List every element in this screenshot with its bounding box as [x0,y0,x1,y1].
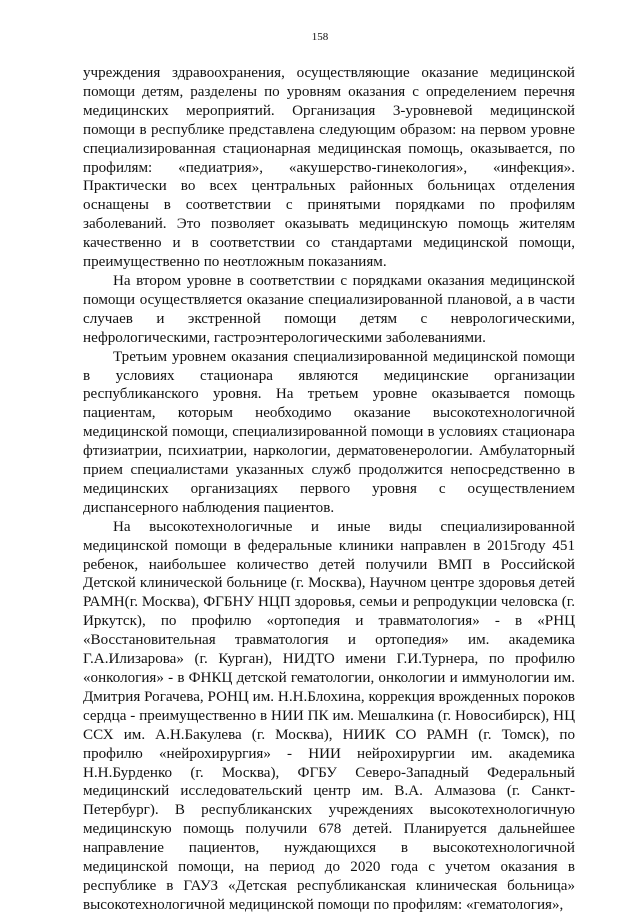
paragraph-1: учреждения здравоохранения, осуществляющие оказание медицинской помощи детям, разделены по уровням оказания с определением перечня медицинских мероприятий. Организация 3-уровневой медицинской помощи в республике представлена следующим образом: на первом уровне специализированная стационарная медицинская помощь, оказывается, по профилям: «педиатрия», «акушерство-гинекология», «инфекция». Практически во всех центральных районных больницах отделения оснащены в соответствии с принятыми порядками по профилям заболеваний. Это позволяет оказывать медицинскую помощь жителям качественно и в соответствии со стандартами медицинской помощи, преимущественно по неотложным показаниям. [83,65,575,271]
paragraph-3: Третьим уровнем оказания специализированной медицинской помощи в условиях стационара являются медицинские организации республиканского уровня. На третьем уровне оказывается помощь пациентам, которым необходимо оказание высокотехнологичной медицинской помощи, специализированной помощи в условиях стационара фтизиатрии, психиатрии, наркологии, дерматовенерологии. Амбулаторный прием специалистами указанных служб продолжится непосредственно в медицинских организациях первого уровня с осуществлением диспансерного наблюдения пациентов. [83,348,575,516]
page-number: 158 [311,31,329,43]
paragraph-2: На втором уровне в соответствии с порядками оказания медицинской помощи осуществляется оказание специализированной плановой, а в части случаев и экстренной помощи детям с неврологическими, нефрологическими, гастроэнтерологическими заболеваниями. [83,272,575,346]
document-body [83,64,575,915]
paragraph-4: На высокотехнологичные и иные виды специализированной медицинской помощи в федеральные клиники направлен в 2015году 451 ребенок, наибольшее количество детей получили ВМП в Российской Детской клинической больнице (г. Москва), Научном центре здоровья детей РАМН(г. Москва), ФГБНУ НЦП здоровья, семьи и репродукции человска (г. Иркутск), по профилю «ортопедия и травматология» - в «РНЦ «Восстановительная травматология и ортопедия» им. академика Г.А.Илизарова» (г. Курган), НИДТО имени Г.И.Турнера, по профилю «онкология» - в ФНКЦ детской гематологии, онкологии и иммунологии им. Дмитрия Рогачева, РОНЦ им. Н.Н.Блохина, коррекция врожденных пороков сердца - преимущественно в НИИ ПК им. Мешалкина (г. Новосибирск), НЦ ССХ им. А.Н.Бакулева (г. Москва), НИИК СО РАМН (г. Томск), по профилю «нейрохирургия» - НИИ нейрохирургии им. академика Н.Н.Бурденко (г. Москва), ФГБУ Северо-Западный Федеральный медицинский исследовательский центр им. В.А. Алмазова (г. Санкт-Петербург). В республиканских учреждениях высокотехнологичную медицинскую помощь получили 678 детей. Планируется дальнейшее направление пациентов, нуждающихся в высокотехнологичной медицинской помощи, на период до 2020 года с учетом оказания в республике в ГАУЗ «Детская республиканская клиническая больница» высокотехнологичной медицинской помощи по профилям: «гематология», [83,518,575,913]
